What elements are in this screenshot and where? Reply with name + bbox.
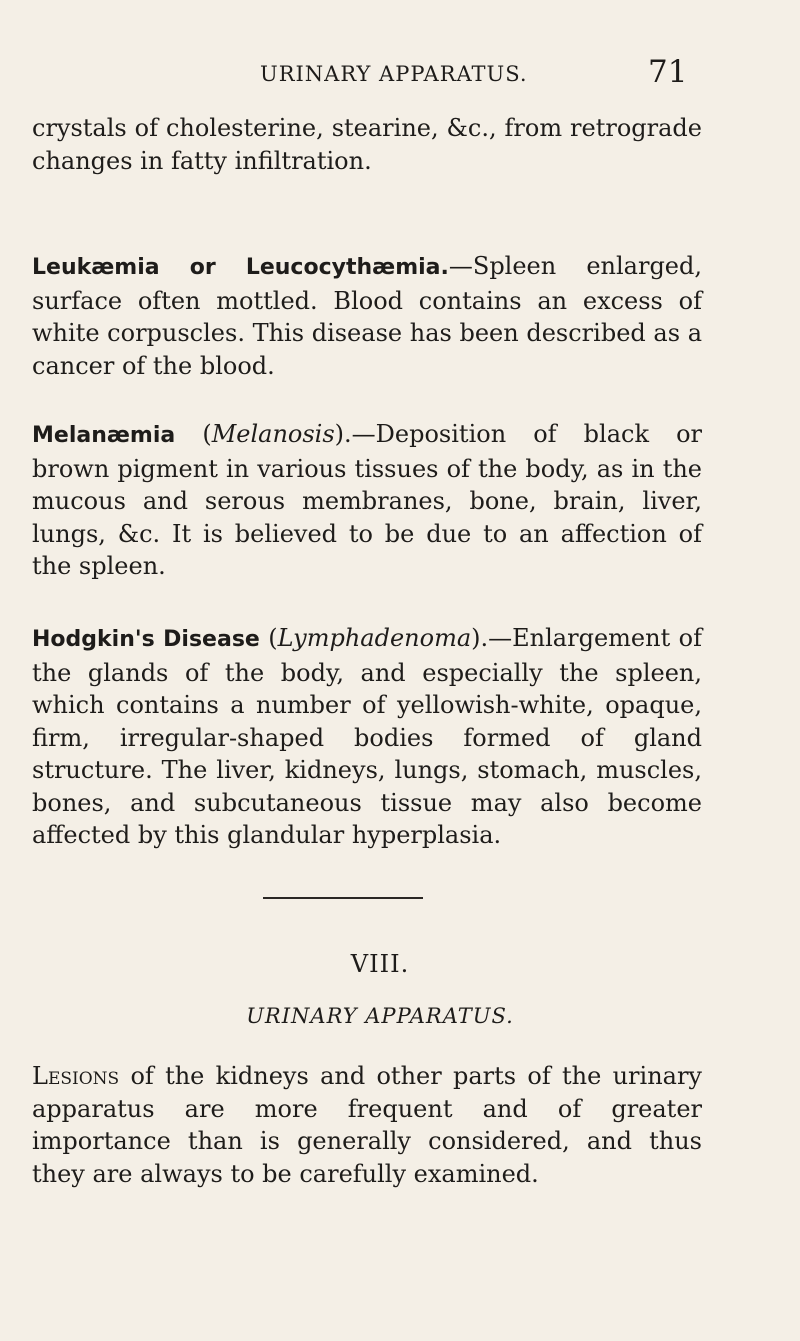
paragraph-text: of the kidneys and other parts of the urinary apparatus are more frequent and of greater importance than is generally considered, and thus they are always to be carefully examined. — [32, 1062, 702, 1188]
section-title: URINARY APPARATUS. — [246, 1004, 514, 1028]
alt-name: Lymphadenoma — [277, 624, 472, 652]
term-heading: Hodgkin's Disease — [32, 627, 260, 652]
paragraph-text: —Deposition of black or brown pigment in various tissues of the body, as in the mucous and serous membranes, bone, brain, liver, lungs, &c. It is believed to be due to an affection of the spleen. — [32, 420, 702, 580]
paragraph-text: crystals of cholesterine, stearine, &c., from retrograde changes in fatty infiltration. — [32, 114, 702, 175]
term-heading: Melanæmia — [32, 423, 176, 448]
alt-name: Melanosis — [211, 420, 335, 448]
page-number: 71 — [648, 54, 688, 90]
running-title: URINARY APPARATUS. — [260, 62, 528, 86]
alt-name-open: ( — [259, 624, 278, 652]
term-heading: Leukæmia or Leucocythæmia. — [32, 255, 449, 280]
section-divider — [263, 897, 423, 899]
paragraph-leukaemia — [32, 250, 702, 382]
section-number: VIII. — [350, 950, 410, 978]
paragraph-hodgkins — [32, 622, 702, 852]
alt-name-close: ). — [471, 624, 489, 652]
paragraph-text: —Spleen enlarged, surface often mottled. Blood contains an excess of white corpuscles. This disease has been described as a cancer of the blood. — [32, 252, 702, 380]
alt-name-open: ( — [175, 420, 212, 448]
running-header — [0, 54, 800, 94]
paragraph-text: —Enlargement of the glands of the body, and especially the spleen, which contains a number of yellowish-white, opaque, firm, irregular-shaped bodies formed of gland structure. The liver, kidneys, lungs, stomach, muscles, bones, and subcutaneous tissue may also become affected by this glandular hyperplasia. — [32, 624, 702, 849]
lead-word: Lesions — [32, 1062, 120, 1090]
alt-name-close: ). — [334, 420, 352, 448]
paragraph-lesions — [32, 1060, 702, 1190]
paragraph-continuation — [32, 112, 702, 177]
paragraph-melanaemia — [32, 418, 702, 583]
